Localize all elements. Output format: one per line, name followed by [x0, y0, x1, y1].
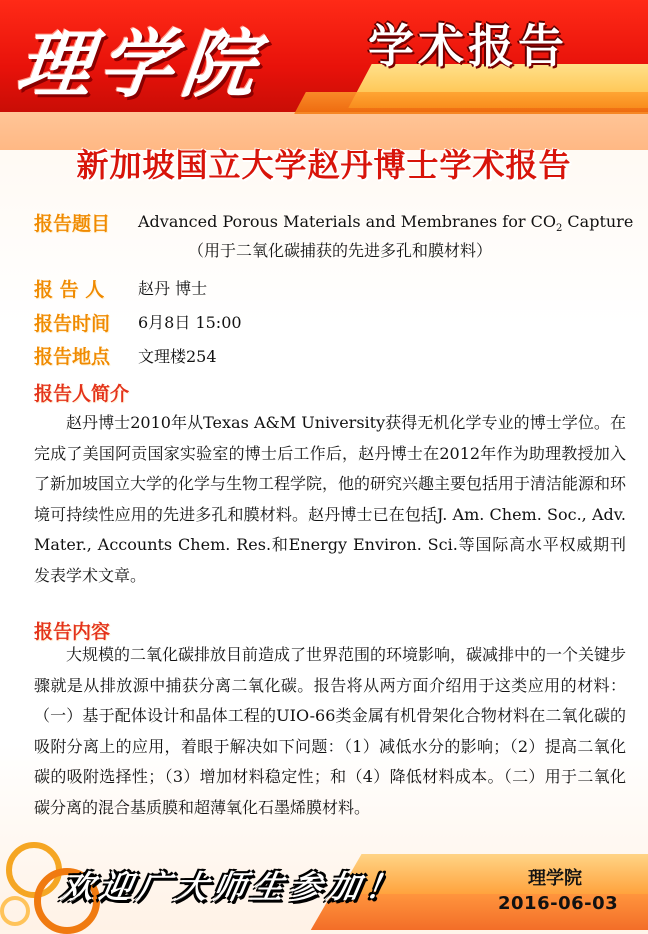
speaker-name: 赵丹 博士: [138, 279, 208, 298]
bio-paragraph: 赵丹博士2010年从Texas A&M University获得无机化学专业的博士学位。在完成了美国阿贡国家实验室的博士后工作后，赵丹博士在2012年作为助理教授加入了新加坡国立大学的化学与生物工程学院，他的研究兴趣主要包括用于清洁能源和环境可持续性应用的先进多孔和膜材料。赵丹博士已在包括J. Am. Chem. Soc., Adv. Mater., Accounts Chem. Res.和Energy Environ. Sci.等国际高水平权威期刊发表学术文章。: [34, 413, 627, 585]
topic-english: Advanced Porous Materials and Membranes for $CO_2$ Capture: [138, 212, 634, 235]
talk-place: 文理楼254: [138, 347, 217, 366]
topic-chinese: （用于二氧化碳捕获的先进多孔和膜材料）: [188, 241, 493, 260]
school-logo-text: 理学院: [12, 22, 268, 108]
place-label: 报告地点: [34, 346, 111, 368]
time-label: 报告时间: [34, 313, 111, 335]
poster-date: 2016-06-03: [498, 893, 619, 914]
header-banner: [0, 0, 648, 150]
decorative-ring: [0, 896, 30, 926]
welcome-slogan: 欢迎广大师生参加！: [58, 868, 408, 906]
speaker-label: 报 告 人: [34, 279, 105, 301]
content-heading: 报告内容: [34, 621, 111, 643]
talk-time: 6月8日 15:00: [138, 313, 242, 332]
poster-title: 新加坡国立大学赵丹博士学术报告: [76, 146, 572, 184]
content-paragraph: 大规模的二氧化碳排放目前造成了世界范围的环境影响，碳减排中的一个关键步骤就是从排放源中捕获分离二氧化碳。报告将从两方面介绍用于这类应用的材料：（一）基于配体设计和晶体工程的UIO-66类金属有机骨架化合物材料在二氧化碳的吸附分离上的应用，着眼于解决如下问题：（1）减低水分的影响；（2）提高二氧化碳的吸附选择性；（3）增加材料稳定性；和（4）降低材料成本。（二）用于二氧化碳分离的混合基质膜和超薄氧化石墨烯膜材料。: [34, 645, 627, 817]
header-orange-stripe-lower: [294, 92, 648, 114]
topic-label: 报告题目: [34, 213, 111, 235]
organizer-name: 理学院: [528, 868, 582, 889]
seminar-heading: 学术报告: [368, 19, 568, 73]
bio-heading: 报告人简介: [34, 383, 130, 405]
